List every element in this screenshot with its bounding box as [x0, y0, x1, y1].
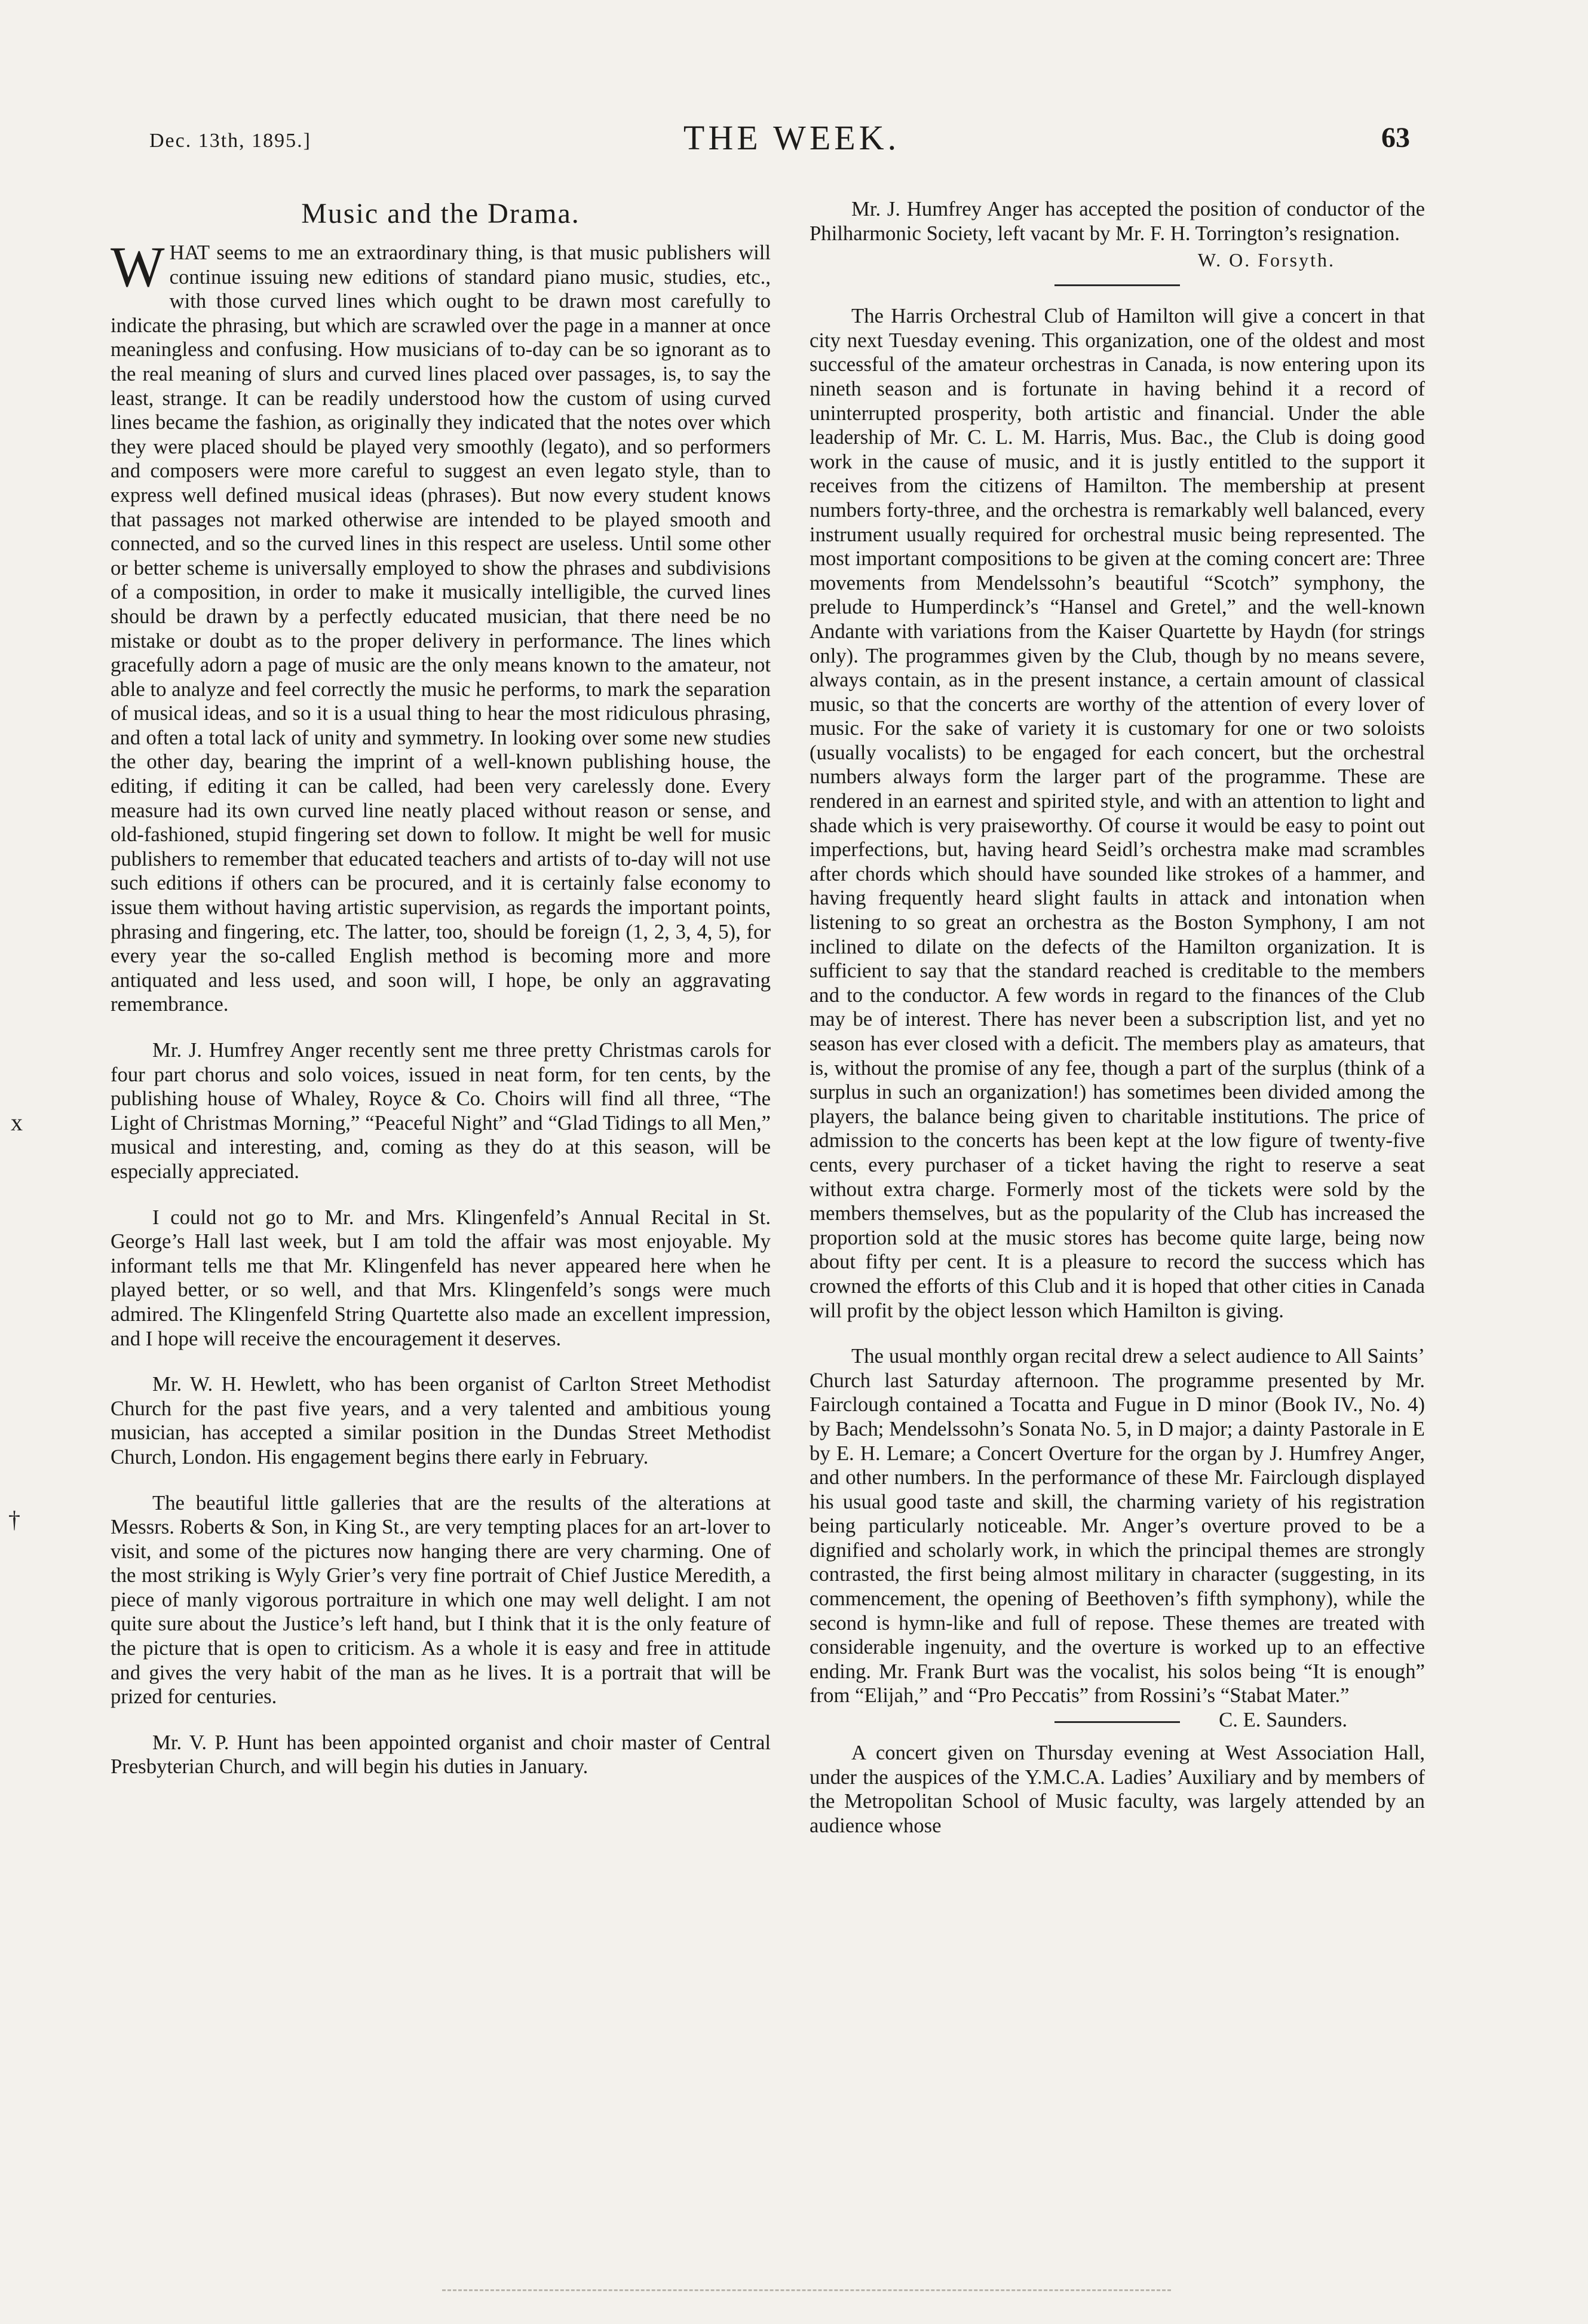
article-paragraph-organ [810, 1344, 1425, 1732]
page-number: 63 [1381, 122, 1410, 154]
page-bottom-edge [442, 2289, 1171, 2291]
issue-date: Dec. 13th, 1895.] [149, 130, 312, 152]
article-paragraph-harris: The Harris Orchestral Club of Hamilton will give a concert in that city next Tuesday evening. This organization, one of the oldest and most successful of the amateur orchestras in Canada, is now entering upon its nineth season and is fortunate in having behind it a record of uninterrupted prosperity, both artistic and financial. Under the able leadership of Mr. C. L. M. Harris, Mus. Bac., the Club is doing good work in the cause of music, and it is justly entitled to the support it receives from the citizens of Hamilton. The membership at present numbers forty-three, and the orchestra is remarkably well balanced, every instrument usually required for orchestral music being represented. The most important compositions to be given at the coming concert are: Three movements from Mendelssohn’s beautiful “Scotch” symphony, the prelude to Humperdinck’s “Hansel and Gretel,” and the well-known Andante with variations from the Kaiser Quartette by Haydn (for strings only). The programmes given by the Club, though by no means severe, always contain, as in the present instance, a certain amount of classical music, so that the concerts are worthy of the attention of every lover of music. For the sake of variety it is customary for one or two soloists (usually vocalists) to be engaged for each concert, but the orchestral numbers always form the larger part of the programme. These are rendered in an earnest and spirited style, and with an attention to light and shade which is very praiseworthy. Of course it would be easy to point out imperfections, but, having heard Seidl’s orchestra make mad scrambles after chords which should have sounded like strokes of a hammer, and having frequently heard slight faults in attack and intonation when listening to so great an orchestra as the Boston Symphony, I am not inclined to dilate on the defects of the Hamilton organization. It is sufficient to say that the standard reached is creditable to the members and to the conductor. A few words in regard to the finances of the Club may be of interest. There has never been a subscription list, and yet no season has ever closed with a deficit. The members play as amateurs, that is, without the promise of any fee, though a part of the surplus (think of a surplus in such an organization!) has sometimes been divided among the players, the balance being given to charitable institutions. The price of admission to the concerts has been kept at the low figure of twenty-five cents, every purchaser of a ticket having the right to reserve a seat without extra charge. Formerly most of the tickets were sold by the members themselves, but as the popularity of the Club has increased the proportion sold at the music stores has become quite large, being now about fifty per cent. It is a pleasure to record the success which has crowned the efforts of this Club and it is hoped that other cities in Canada will profit by the object lesson which Hamilton is giving. [810, 304, 1425, 1322]
article-paragraph-carols: Mr. J. Humfrey Anger recently sent me three pretty Christmas carols for four part chorus and solo voices, issued in neat form, for ten cents, by the publishing house of Whaley, Royce & Co. Choirs will find all three, “The Light of Christmas Morning,” “Peaceful Night” and “Glad Tidings to all Men,” musical and interesting, and, coming as they do at this season, will be especially appreciated. [111, 1038, 771, 1183]
signature-saunders: C. E. Saunders. [1219, 1708, 1347, 1732]
drop-cap: W [111, 235, 165, 299]
article-paragraph-galleries: The beautiful little galleries that are the results of the alterations at Messrs. Roberts & Son, in King St., are very tempting places for an art-lover to visit, and some of the pictures now hanging there are very charming. One of the most striking is Wyly Grier’s very fine portrait of Chief Justice Meredith, a piece of manly vigorous portraiture in which one may well delight. I am not quite sure about the Justice’s left hand, but I think that it is the only feature of the picture that is open to criticism. As a whole it is easy and free in attitude and gives the very habit of the man as he lives. It is a portrait that will be prized for centuries. [111, 1491, 771, 1709]
paragraph-text: The usual monthly organ recital drew a select audience to All Saints’ Church last Saturday afternoon. The programme presented by Mr. Fairclough contained a Tocatta and Fugue in D minor (Book IV., No. 4) by Bach; Mendelssohn’s Sonata No. 5, in D major; a dainty Pastorale in E by E. H. Lemare; a Concert Overture for the organ by J. Humfrey Anger, and other numbers. In the performance of these Mr. Fairclough displayed his usual good taste and skill, the charming variety of his registration being particularly noticeable. Mr. Anger’s overture proved to be a dignified and scholarly work, in which the principal themes are strongly contrasted, the first being almost military in character (suggesting, in its commencement, the opening of Beethoven’s fifth symphony), while the second is hymn-like and full of repose. These themes are treated with considerable ingenuity, and the overture is worked up to an effective ending. Mr. Frank Burt was the vocalist, his solos being “It is enough” from “Elijah,” and “Pro Peccatis” from Rossini’s “Stabat Mater.” [810, 1344, 1425, 1707]
article-paragraph-hunt: Mr. V. P. Hunt has been appointed organist and choir master of Central Presbyterian Church, and will begin his duties in January. [111, 1730, 771, 1779]
margin-mark-2: † [8, 1506, 20, 1533]
article-paragraph-publishers [111, 235, 771, 1017]
section-divider [1054, 1721, 1180, 1723]
section-divider [1054, 284, 1180, 286]
left-column [111, 197, 771, 1779]
article-paragraph-hewlett: Mr. W. H. Hewlett, who has been organist of Carlton Street Methodist Church for the past five years, and a very talented and ambitious young musician, has accepted a similar position in the Dundas Street Methodist Church, London. His engagement begins there early in February. [111, 1372, 771, 1468]
article-paragraph-klingenfeld: I could not go to Mr. and Mrs. Klingenfeld’s Annual Recital in St. George’s Hall last week, but I am told the affair was most enjoyable. My informant tells me that Mr. Klingenfeld has never appeared here when he played better, or so well, and that Mrs. Klingenfeld’s songs were much admired. The Klingenfeld String Quartette also made an excellent impression, and I hope will receive the encouragement it deserves. [111, 1205, 771, 1350]
margin-mark-1: x [11, 1109, 23, 1136]
article-paragraph-ymca: A concert given on Thursday evening at West Association Hall, under the auspices of the Y.M.C.A. Ladies’ Auxiliary and by members of the Metropolitan School of Music faculty, was largely attended by an audience whose [810, 1741, 1425, 1837]
publication-title: THE WEEK. [683, 118, 900, 157]
article-paragraph-anger: Mr. J. Humfrey Anger has accepted the position of conductor of the Philharmonic Society, left vacant by Mr. F. H. Torrington’s resignation. [810, 197, 1425, 245]
right-column [810, 197, 1425, 1838]
section-heading: Music and the Drama. [301, 198, 580, 229]
signature-forsyth: W. O. Forsyth. [1197, 249, 1335, 271]
paragraph-text: HAT seems to me an extraordinary thing, is that music publishers will continue issuing new editions of standard piano music, studies, etc., with those curved lines which ought to be drawn most carefully to indicate the phrasing, but which are scrawled over the page in a manner at once meaningless and confusing. How musicians of to-day can be so ignorant as to the real meaning of slurs and curved lines placed over passages, is, to say the least, strange. It can be readily understood how the custom of using curved lines became the fashion, as originally they indicated that the notes over which they were placed should be played very smoothly (legato), and so performers and composers were more careful to suggest an even legato style, than to express well defined musical ideas (phrases). But now every student knows that passages not marked otherwise are intended to be played smooth and connected, and so the curved lines in this respect are useless. Until some other or better scheme is universally employed to show the phrases and subdivisions of a composition, in order to make it musically intelligible, the curved lines should be drawn by a perfectly educated musician, that there need be no mistake or doubt as to the proper delivery in performance. The lines which gracefully adorn a page of music are the only means known to the amateur, not able to analyze and feel correctly the music he performs, to mark the separation of musical ideas, and so it is a usual thing to hear the most ridiculous phrasing, and often a total lack of unity and symmetry. In looking over some new studies the other day, bearing the imprint of a well-known publishing house, the editing, if editing it can be called, had been very carelessly done. Every measure had its own curved line neatly placed without reason or sense, and old-fashioned, stupid fingering set down to follow. It might be well for music publishers to remember that educated teachers and artists of to-day will not use such editions if others can be procured, and it is certainly false economy to issue them without having artistic supervision, as regards the important points, phrasing and fingering, etc. The latter, too, should be foreign (1, 2, 3, 4, 5), for every year the so-called English method is becoming more and more antiquated and less used, and soon will, I hope, be only an aggravating remembrance. [111, 241, 771, 1016]
page-header [149, 116, 1434, 164]
